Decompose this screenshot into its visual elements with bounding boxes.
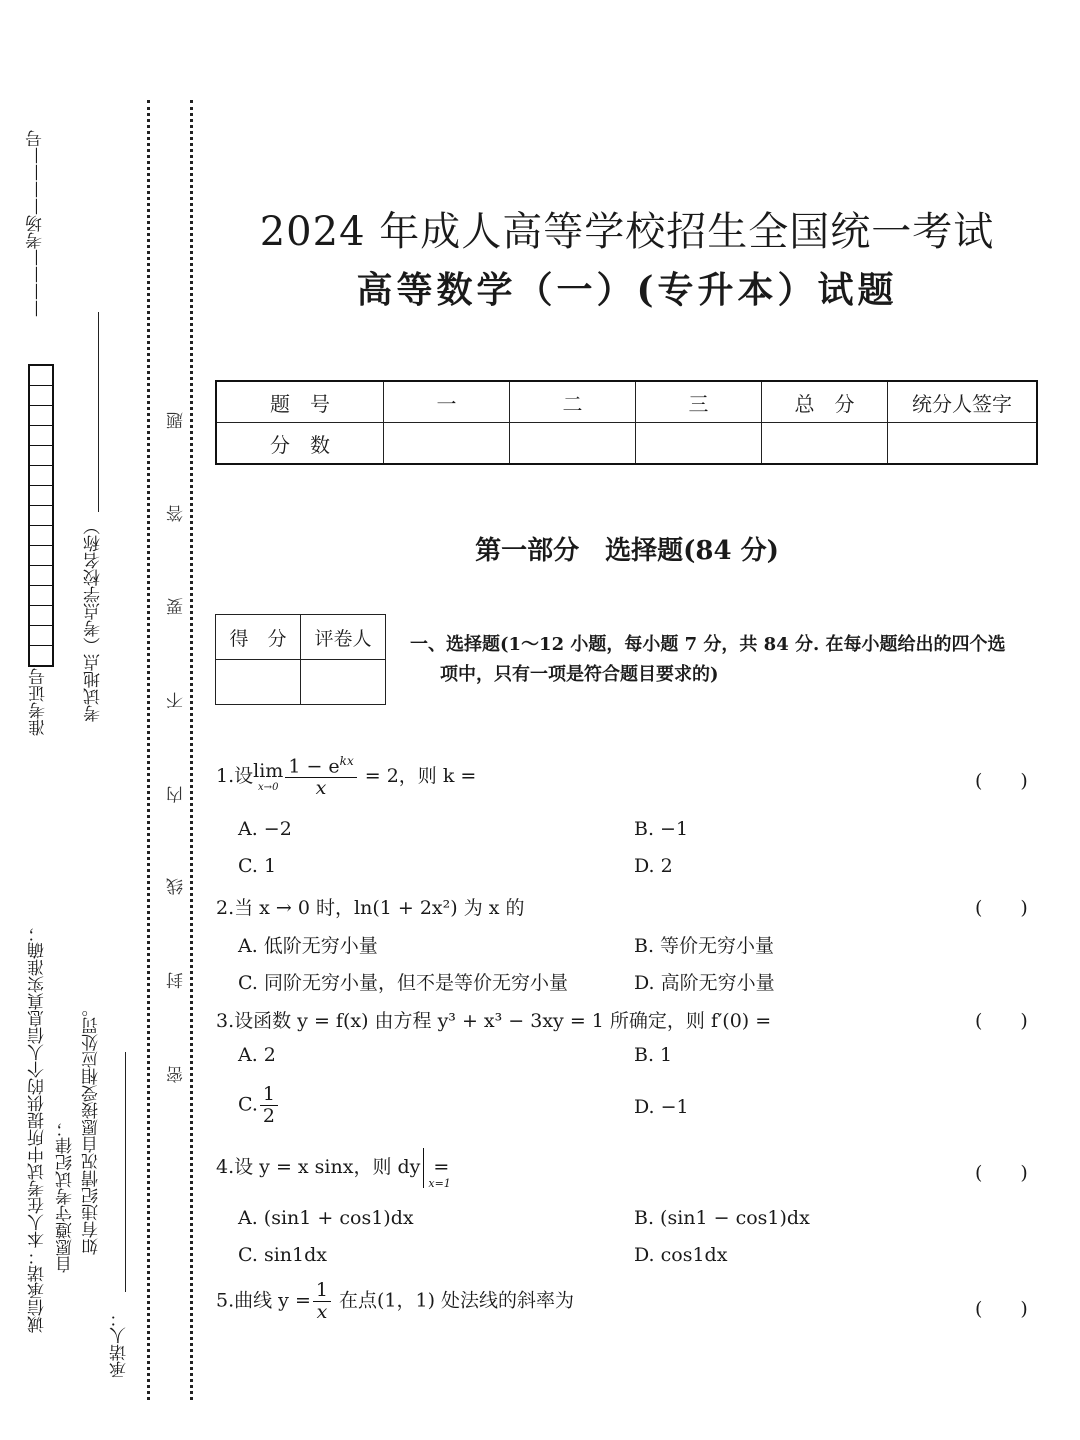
question-4: 4.设 y = x sinx，则 dy x=1 =	[216, 1148, 449, 1188]
score-row-label: 分 数	[216, 423, 384, 465]
option-c[interactable]: C. 1	[238, 855, 277, 877]
option-c[interactable]: C. sin1dx	[238, 1244, 327, 1266]
score-header-cell: 题 号	[216, 381, 384, 423]
grader-score-cell[interactable]	[216, 660, 301, 705]
option-c[interactable]: C. 同阶无穷小量，但不是等价无穷小量	[238, 972, 568, 994]
score-header-cell: 一	[384, 381, 510, 423]
option-b[interactable]: B. −1	[634, 818, 689, 840]
section-instructions	[410, 630, 1040, 690]
option-d[interactable]: D. 高阶无穷小量	[634, 972, 775, 994]
option-c[interactable]: C. $\frac{1}{2}$	[238, 1084, 280, 1127]
option-d[interactable]: D. 2	[634, 855, 673, 877]
seal-char: 密	[167, 1066, 187, 1083]
grader-name-cell[interactable]	[301, 660, 386, 705]
score-cell[interactable]	[384, 423, 510, 465]
honesty-line-1: 诚信承诺：本人在考试中所提供的个人信息真实准确；	[28, 925, 48, 1333]
exam-location-label: 考试地点（考点学校名称）	[84, 518, 104, 722]
question-1: 1.设 lim x→0 $\frac{1 - e^{kx}}{x}$ = 2，则 k =	[216, 754, 477, 800]
seal-char: 内	[167, 786, 187, 803]
part-one-title: 第一部分 选择题(84 分)	[475, 536, 779, 566]
option-a[interactable]: A. −2	[238, 818, 292, 840]
exam-location-line[interactable]	[98, 312, 99, 512]
fraction: $\frac{1 - e^{kx}}{x}$	[285, 755, 356, 799]
candidate-id-boxes[interactable]	[28, 364, 54, 667]
candidate-id-label: 准考证号	[29, 668, 49, 736]
grader-box	[215, 614, 386, 705]
seal-char: 封	[167, 972, 187, 989]
evaluation-bar: x=1	[423, 1148, 424, 1188]
exam-room-label: ————考场————号	[26, 130, 46, 317]
score-table	[215, 380, 1038, 465]
score-cell[interactable]	[888, 423, 1038, 465]
answer-bracket[interactable]: ( )	[975, 1162, 1028, 1184]
answer-bracket[interactable]: ( )	[975, 1298, 1028, 1320]
seal-char: 要	[167, 598, 187, 615]
instruction-line: 项中，只有一项是符合题目要求的)	[440, 664, 719, 685]
question-2: 2.当 x → 0 时，ln(1 + 2x²) 为 x 的	[216, 897, 525, 919]
option-d[interactable]: D. −1	[634, 1096, 689, 1118]
fraction: $\frac{1}{x}$	[313, 1280, 331, 1323]
dashed-cut-line-outer	[147, 100, 150, 1400]
promiser-label: 承诺人：	[110, 1310, 130, 1378]
answer-bracket[interactable]: ( )	[975, 770, 1028, 792]
instruction-line: 一、选择题(1～12 小题，每小题 7 分，共 84 分. 在每小题给出的四个选	[410, 634, 1006, 655]
score-cell[interactable]	[762, 423, 888, 465]
exam-title: 2024 年成人高等学校招生全国统一考试	[259, 209, 995, 255]
score-cell[interactable]	[636, 423, 762, 465]
score-table-score-row	[216, 423, 1037, 465]
option-a[interactable]: A. 低阶无穷小量	[238, 935, 378, 957]
option-a[interactable]: A. 2	[238, 1044, 276, 1066]
score-table-header-row	[216, 381, 1037, 423]
answer-bracket[interactable]: ( )	[975, 897, 1028, 919]
fraction: $\frac{1}{2}$	[260, 1084, 278, 1127]
honesty-line-2: 自愿遵守考试纪律；	[56, 1120, 76, 1273]
score-header-cell: 总 分	[762, 381, 888, 423]
question-3: 3.设函数 y = f(x) 由方程 y³ + x³ − 3xy = 1 所确定，则 f′(0) =	[216, 1010, 772, 1032]
option-b[interactable]: B. 等价无穷小量	[634, 935, 775, 957]
promiser-line[interactable]	[125, 1052, 126, 1292]
option-b[interactable]: B. (sin1 − cos1)dx	[634, 1207, 810, 1229]
score-cell[interactable]	[510, 423, 636, 465]
seal-char: 线	[167, 878, 187, 895]
score-header-cell: 统分人签字	[888, 381, 1038, 423]
seal-char: 不	[167, 692, 187, 709]
grader-score-label: 得 分	[216, 615, 301, 660]
dashed-cut-line-inner	[190, 100, 193, 1400]
answer-bracket[interactable]: ( )	[975, 1010, 1028, 1032]
exam-subtitle: 高等数学（一）(专升本）试题	[356, 269, 898, 311]
option-a[interactable]: A. (sin1 + cos1)dx	[238, 1207, 414, 1229]
seal-char: 题	[167, 412, 187, 429]
seal-char: 答	[167, 505, 187, 522]
score-header-cell: 三	[636, 381, 762, 423]
option-d[interactable]: D. cos1dx	[634, 1244, 728, 1266]
question-5: 5.曲线 y = $\frac{1}{x}$ 在点(1，1) 处法线的斜率为	[216, 1279, 575, 1323]
limit-operator: lim x→0	[253, 760, 284, 793]
score-header-cell: 二	[510, 381, 636, 423]
grader-name-label: 评卷人	[301, 615, 386, 660]
honesty-line-3: 如有违纪情况自愿接受相应处罚。	[82, 1000, 102, 1255]
option-b[interactable]: B. 1	[634, 1044, 673, 1066]
